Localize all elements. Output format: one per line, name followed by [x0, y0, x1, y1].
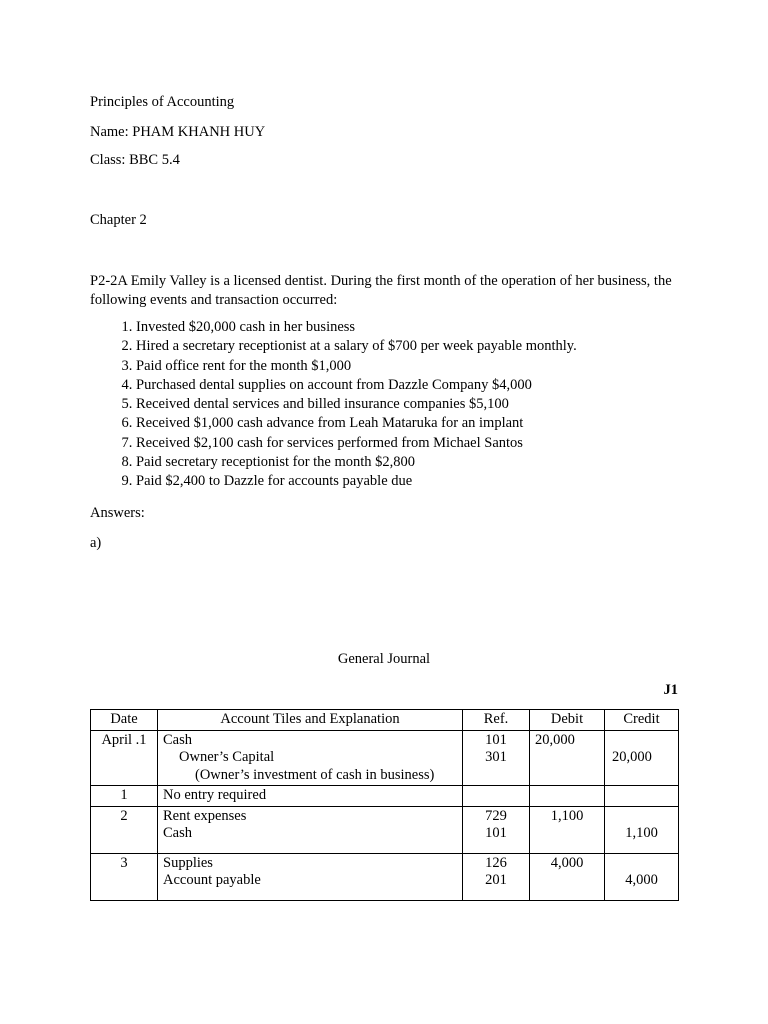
account-debit-line: Supplies	[163, 854, 213, 871]
chapter-heading: Chapter 2	[90, 212, 147, 228]
row-ref	[463, 786, 530, 807]
header-debit: Debit	[530, 710, 605, 731]
journal-number: J1	[663, 682, 678, 698]
list-item: 2. Hired a secretary receptionist at a salary of $700 per week payable monthly.	[136, 337, 577, 356]
row-ref	[463, 853, 530, 900]
ref-credit: 201	[485, 872, 507, 888]
problem-intro: P2-2A Emily Valley is a licensed dentist. During the first month of the operation of her business, the following events and transaction occurred:	[90, 273, 672, 308]
row-credit	[605, 853, 679, 900]
list-item: 5. Received dental services and billed insurance companies $5,100	[136, 395, 577, 414]
entry-explanation: (Owner’s investment of cash in business)	[195, 766, 435, 783]
ref-debit: 729	[485, 807, 507, 824]
course-title: Principles of Accounting	[90, 94, 235, 110]
header-credit: Credit	[605, 710, 679, 731]
debit-amount: 20,000	[535, 731, 575, 748]
ref-credit: 101	[485, 825, 507, 841]
header-ref: Ref.	[463, 710, 530, 731]
account-credit-line: Owner’s Capital	[179, 749, 275, 765]
debit-amount: 4,000	[550, 854, 584, 871]
table-row	[91, 853, 679, 900]
credit-amount: 1,100	[625, 825, 658, 841]
row-account	[158, 806, 463, 853]
table-header-row	[91, 710, 679, 731]
account-credit-line: Cash	[163, 825, 192, 841]
row-credit	[605, 806, 679, 853]
account-debit-line: Cash	[163, 731, 192, 748]
row-debit	[530, 730, 605, 786]
row-debit	[530, 806, 605, 853]
student-name: Name: PHAM KHANH HUY	[90, 124, 266, 140]
answer-part-a: a)	[90, 535, 102, 551]
row-account	[158, 786, 463, 807]
answers-label: Answers:	[90, 505, 145, 521]
account-debit-line: Rent expenses	[163, 807, 247, 824]
ref-debit: 101	[485, 731, 507, 748]
row-debit	[530, 786, 605, 807]
row-debit	[530, 853, 605, 900]
events-list	[112, 318, 577, 492]
header-date: Date	[91, 710, 158, 731]
list-item: 9. Paid $2,400 to Dazzle for accounts payable due	[136, 472, 577, 491]
list-item: 7. Received $2,100 cash for services performed from Michael Santos	[136, 434, 577, 453]
row-date: 2	[91, 806, 158, 853]
row-credit	[605, 730, 679, 786]
list-item: 6. Received $1,000 cash advance from Leah Mataruka for an implant	[136, 414, 577, 433]
row-date: April .1	[91, 730, 158, 786]
list-item: 4. Purchased dental supplies on account from Dazzle Company $4,000	[136, 376, 577, 395]
credit-amount: 20,000	[612, 749, 652, 765]
table-row	[91, 806, 679, 853]
ref-debit: 126	[485, 854, 507, 871]
row-ref	[463, 806, 530, 853]
table-row	[91, 786, 679, 807]
row-account	[158, 853, 463, 900]
list-item: 3. Paid office rent for the month $1,000	[136, 357, 577, 376]
row-credit	[605, 786, 679, 807]
table-row	[91, 730, 679, 786]
account-debit-line: No entry required	[163, 787, 267, 803]
general-journal-table	[90, 709, 679, 901]
row-ref	[463, 730, 530, 786]
debit-amount: 1,100	[550, 807, 584, 824]
ref-credit: 301	[485, 749, 507, 765]
row-date: 1	[91, 786, 158, 807]
student-class: Class: BBC 5.4	[90, 152, 180, 168]
credit-amount: 4,000	[625, 872, 658, 888]
list-item: 1. Invested $20,000 cash in her business	[136, 318, 577, 337]
list-item: 8. Paid secretary receptionist for the month $2,800	[136, 453, 577, 472]
journal-title: General Journal	[337, 651, 431, 667]
account-credit-line: Account payable	[163, 872, 261, 888]
row-account	[158, 730, 463, 786]
row-date: 3	[91, 853, 158, 900]
header-account: Account Tiles and Explanation	[158, 710, 463, 731]
